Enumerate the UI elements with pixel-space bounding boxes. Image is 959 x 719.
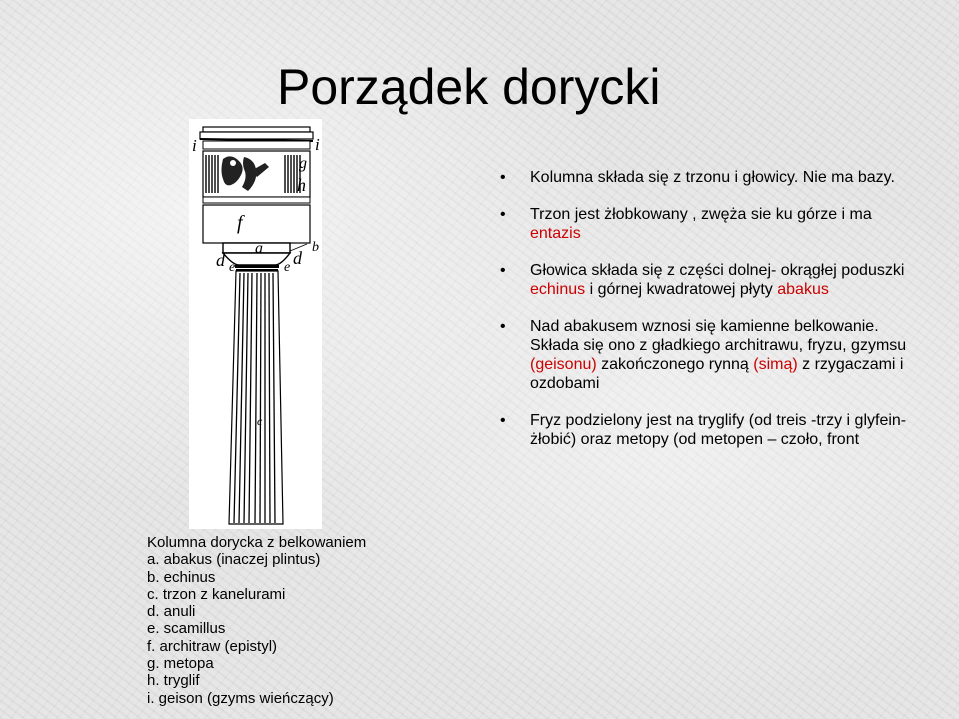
label-f: f — [237, 212, 243, 234]
bullet-2: • Trzon jest żłobkowany , zwęża sie ku górze i ma entazis — [500, 205, 920, 243]
bullet-4: • Nad abakusem wznosi się kamienne belkowanie. Składa się ono z gładkiego architrawu, fryzu, gzymsu (geisonu) zakończonego rynną (simą) z rzygaczami i ozdobami — [500, 317, 920, 393]
term-sima: (simą) — [753, 356, 798, 373]
label-a: a — [255, 240, 263, 257]
bullet-3: • Głowica składa się z części dolnej- okrągłej poduszki echinus i górnej kwadratowej płyty abakus — [500, 261, 920, 299]
label-i-right: i — [315, 135, 320, 154]
label-b: b — [312, 240, 319, 255]
label-g: g — [299, 155, 307, 172]
label-i-left: i — [192, 136, 197, 155]
page-title: Porządek dorycki — [277, 59, 661, 115]
caption-item-c: c. trzon z kanelurami — [147, 585, 286, 603]
caption-item-f: f. architraw (epistyl) — [147, 637, 278, 655]
bullet-5: • Fryz podzielony jest na tryglify (od treis -trzy i glyfein- żłobić) oraz metopy (od metopen – czoło, front — [500, 411, 920, 449]
caption-item-e: e. scamillus — [147, 620, 226, 638]
figure-caption — [147, 534, 366, 707]
caption-item-d: d. anuli — [147, 603, 196, 621]
doric-column-figure — [189, 119, 322, 529]
term-abakus: abakus — [777, 281, 829, 298]
caption-item-a: a. abakus (inaczej plintus) — [147, 551, 321, 569]
bullet-1: • Kolumna składa się z trzonu i głowicy. Nie ma bazy. — [500, 168, 920, 187]
label-d-left: d — [216, 250, 225, 270]
label-h: h — [297, 175, 306, 195]
caption-item-b: b. echinus — [147, 568, 216, 586]
caption-title: Kolumna dorycka z belkowaniem — [147, 534, 367, 551]
term-entazis: entazis — [530, 225, 581, 242]
term-geison: (geisonu) — [530, 356, 597, 373]
label-d-right: d — [293, 248, 302, 268]
caption-item-h: h. tryglif — [147, 672, 200, 690]
bullet-list — [500, 168, 920, 467]
caption-item-g: g. metopa — [147, 655, 214, 673]
caption-item-i: i. geison (gzyms wieńczący) — [147, 689, 334, 707]
label-c: c — [257, 414, 263, 428]
term-echinus: echinus — [530, 281, 586, 298]
label-e-left: e — [229, 260, 236, 275]
label-e-right: e — [284, 260, 291, 275]
